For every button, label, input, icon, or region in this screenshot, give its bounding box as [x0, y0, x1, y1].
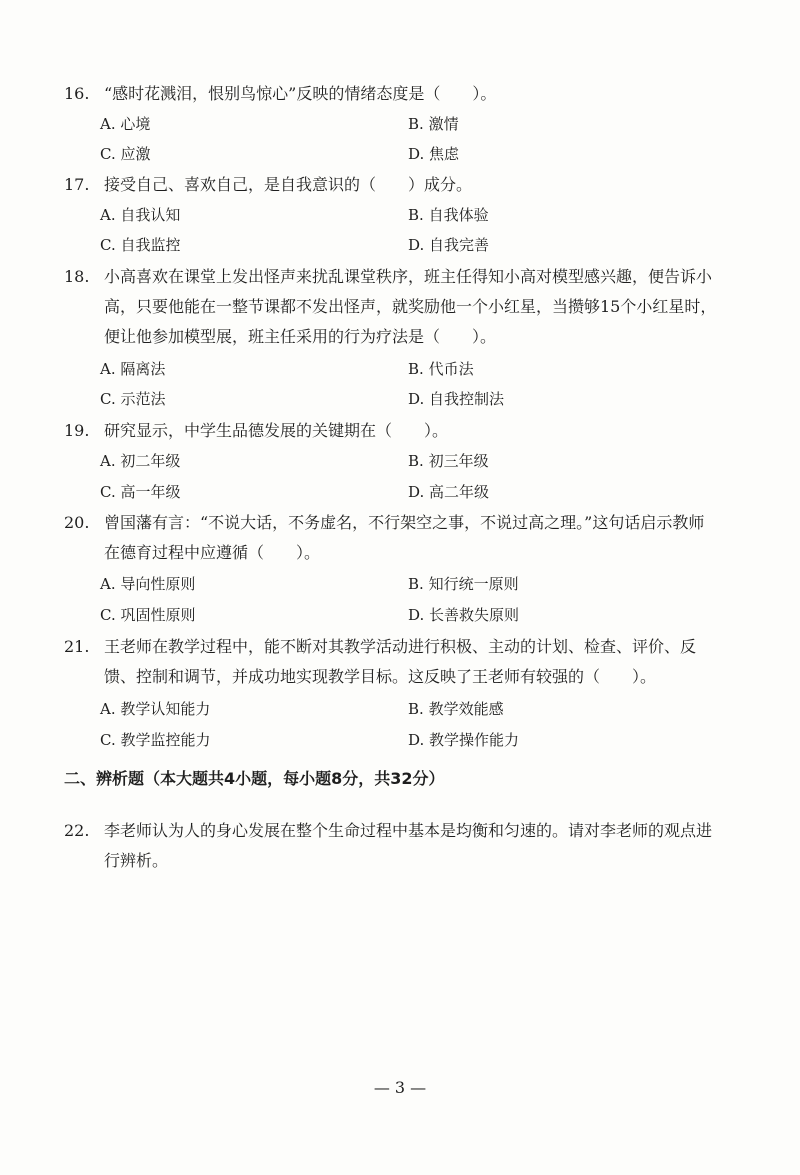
options-row [100, 384, 740, 414]
option-c[interactable]: C. 巩固性原则 [100, 606, 196, 624]
question-number: 17. [64, 175, 90, 194]
question-stem-line: 便让他参加模型展，班主任采用的行为疗法是（ ）。 [104, 327, 497, 346]
question-stem: 研究显示，中学生品德发展的关键期在（ ）。 [104, 421, 449, 440]
option-a[interactable]: A. 导向性原则 [100, 575, 196, 593]
question-18 [64, 262, 744, 352]
question-number: 20. [64, 513, 90, 532]
question-stem-line: 王老师在教学过程中，能不断对其教学活动进行积极、主动的计划、检查、评价、反 [104, 637, 697, 656]
options-row [100, 230, 740, 260]
question-number: 16. [64, 84, 90, 103]
option-a[interactable]: A. 教学认知能力 [100, 700, 211, 718]
option-d[interactable]: D. 高二年级 [408, 483, 490, 501]
option-b[interactable]: B. 自我体验 [408, 206, 489, 224]
question-stem-line: 小高喜欢在课堂上发出怪声来扰乱课堂秩序，班主任得知小高对模型感兴趣，便告诉小 [104, 267, 713, 286]
options-row [100, 446, 740, 476]
question-16 [64, 79, 744, 109]
question-17 [64, 170, 744, 200]
question-number: 19. [64, 421, 90, 440]
question-stem: 接受自己、喜欢自己，是自我意识的（ ）成分。 [104, 175, 473, 194]
question-number: 18. [64, 267, 90, 286]
option-c[interactable]: C. 示范法 [100, 390, 166, 408]
option-d[interactable]: D. 自我完善 [408, 236, 490, 254]
question-stem: “感时花溅泪，恨别鸟惊心”反映的情绪态度是（ ）。 [104, 84, 497, 103]
option-a[interactable]: A. 心境 [100, 115, 151, 133]
section-heading: 二、辨析题（本大题共4小题，每小题8分，共32分） [64, 769, 445, 788]
options-row [100, 477, 740, 507]
option-a[interactable]: A. 自我认知 [100, 206, 181, 224]
question-number: 21. [64, 637, 90, 656]
option-c[interactable]: C. 高一年级 [100, 483, 181, 501]
options-row [100, 109, 740, 139]
question-stem-line: 馈、控制和调节，并成功地实现教学目标。这反映了王老师有较强的（ ）。 [104, 667, 657, 686]
option-d[interactable]: D. 焦虑 [408, 145, 460, 163]
option-b[interactable]: B. 教学效能感 [408, 700, 504, 718]
question-20 [64, 508, 744, 568]
question-19 [64, 416, 744, 446]
question-stem-line: 高，只要他能在一整节课都不发出怪声，就奖励他一个小红星，当攒够15个小红星时， [104, 297, 717, 316]
option-b[interactable]: B. 激情 [408, 115, 459, 133]
options-row [100, 725, 740, 755]
question-stem-line: 曾国藩有言：“不说大话，不务虚名，不行架空之事，不说过高之理。”这句话启示教师 [104, 513, 705, 532]
option-a[interactable]: A. 初二年级 [100, 452, 181, 470]
question-21 [64, 632, 744, 692]
question-stem-line: 行辨析。 [104, 851, 169, 870]
option-c[interactable]: C. 自我监控 [100, 236, 181, 254]
options-row [100, 694, 740, 724]
option-c[interactable]: C. 应激 [100, 145, 151, 163]
option-d[interactable]: D. 教学操作能力 [408, 731, 520, 749]
option-d[interactable]: D. 长善救失原则 [408, 606, 520, 624]
page-number: — 3 — [373, 1078, 427, 1097]
option-c[interactable]: C. 教学监控能力 [100, 731, 211, 749]
option-d[interactable]: D. 自我控制法 [408, 390, 505, 408]
question-number: 22. [64, 821, 90, 840]
option-b[interactable]: B. 代币法 [408, 360, 474, 378]
options-row [100, 139, 740, 169]
question-22 [64, 816, 744, 876]
option-b[interactable]: B. 知行统一原则 [408, 575, 519, 593]
options-row [100, 200, 740, 230]
question-stem-line: 李老师认为人的身心发展在整个生命过程中基本是均衡和匀速的。请对李老师的观点进 [104, 821, 713, 840]
option-a[interactable]: A. 隔离法 [100, 360, 166, 378]
option-b[interactable]: B. 初三年级 [408, 452, 489, 470]
options-row [100, 569, 740, 599]
options-row [100, 600, 740, 630]
question-stem-line: 在德育过程中应遵循（ ）。 [104, 543, 321, 562]
options-row [100, 354, 740, 384]
